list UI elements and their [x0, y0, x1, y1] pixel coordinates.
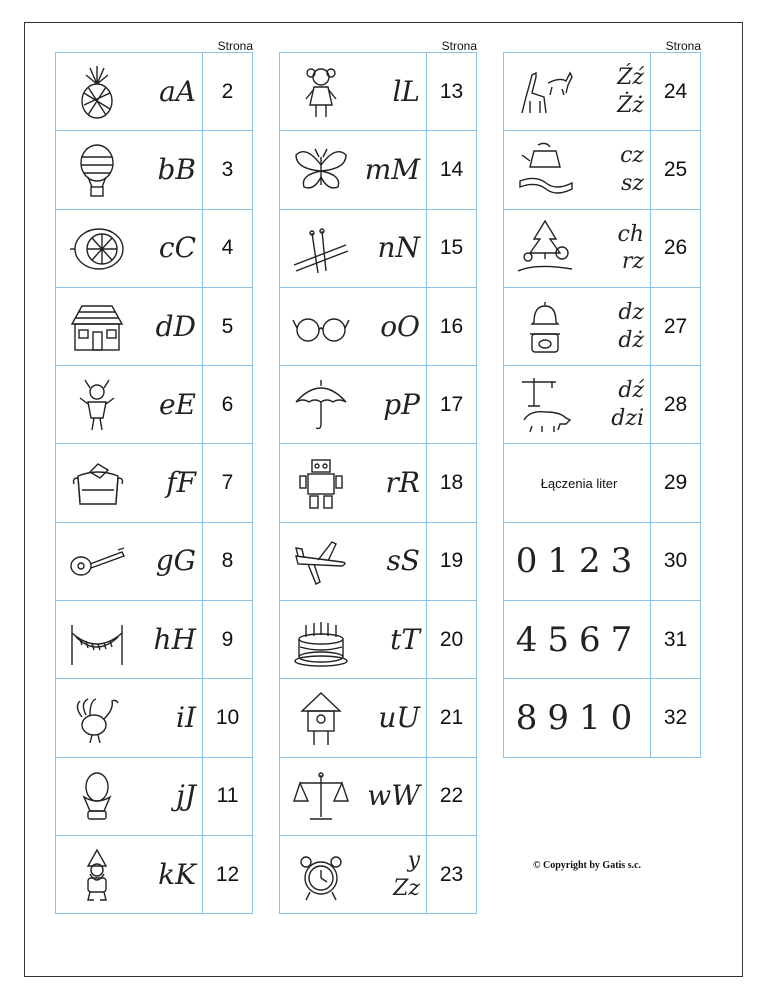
- letter-pair: Źź Żż: [617, 65, 644, 118]
- table-row: [280, 210, 476, 288]
- content-cell: [56, 679, 203, 756]
- doll-icon: [290, 61, 352, 123]
- letter-pair: tT: [390, 622, 420, 656]
- column-3: [503, 39, 701, 758]
- table-row: [280, 836, 476, 914]
- table-row: [504, 444, 700, 522]
- content-cell: [56, 523, 203, 600]
- content-cell: [504, 210, 651, 287]
- airplane-icon: [290, 530, 352, 592]
- page-number: 6: [221, 392, 234, 416]
- glasses-icon: [290, 296, 352, 358]
- page-number: 8: [221, 549, 234, 573]
- column-2: [279, 39, 477, 914]
- letter-pair: mM: [364, 152, 420, 186]
- content-cell: [56, 836, 203, 913]
- table-row: [56, 131, 252, 209]
- letter-pair: bB: [157, 152, 196, 186]
- table-row: [280, 131, 476, 209]
- letter-pair: dź dzi: [611, 378, 644, 431]
- armchair-icon: [66, 452, 128, 514]
- content-cell: [56, 758, 203, 835]
- letter-pair: pP: [383, 387, 420, 421]
- table-row: [504, 131, 700, 209]
- letter-joining-label: Łączenia liter: [540, 475, 618, 491]
- table-row: [280, 288, 476, 366]
- page-number: 9: [221, 627, 234, 651]
- content-cell: [56, 366, 203, 443]
- index-table: [279, 52, 477, 914]
- table-row: [280, 679, 476, 757]
- letter-pair: wW: [367, 779, 420, 813]
- content-cell: [280, 288, 427, 365]
- scales-icon: [290, 765, 352, 827]
- page-number: 32: [663, 706, 688, 730]
- table-row: [280, 444, 476, 522]
- page-number: 31: [663, 627, 688, 651]
- content-cell: [280, 444, 427, 521]
- skis-icon: [290, 217, 352, 279]
- tree-landscape-icon: [514, 217, 576, 279]
- page-number: 16: [439, 314, 464, 338]
- content-cell: [504, 53, 651, 130]
- table-row: [56, 366, 252, 444]
- house-icon: [66, 296, 128, 358]
- letter-pair: cC: [158, 231, 196, 265]
- lemon-slice-icon: [66, 217, 128, 279]
- content-cell: [56, 131, 203, 208]
- table-row: [56, 288, 252, 366]
- table-row: [56, 679, 252, 757]
- table-row: [280, 758, 476, 836]
- table-row: [504, 679, 700, 757]
- column-header-strona: Strona: [665, 39, 701, 53]
- digits-label: 4567: [515, 619, 643, 660]
- table-row: [504, 53, 700, 131]
- letter-pair: fF: [166, 466, 196, 500]
- letter-pair: sS: [386, 544, 420, 578]
- letter-pair: jJ: [176, 779, 196, 813]
- page-number: 23: [439, 862, 464, 886]
- content-cell: [280, 836, 427, 913]
- page-number: 25: [663, 157, 688, 181]
- content-cell: [280, 758, 427, 835]
- content-cell: [280, 601, 427, 678]
- page-number: 14: [439, 157, 464, 181]
- table-row: [280, 601, 476, 679]
- page-number: 29: [663, 471, 688, 495]
- butterfly-icon: [290, 139, 352, 201]
- page-number: 22: [439, 784, 464, 808]
- digits-label: 0123: [515, 541, 643, 582]
- pineapple-icon: [66, 61, 128, 123]
- horse-giraffe-icon: [514, 61, 576, 123]
- table-row: [280, 523, 476, 601]
- letter-pair: y Zz: [393, 848, 420, 901]
- letter-pair: uU: [378, 701, 420, 735]
- page-number: 19: [439, 549, 464, 573]
- letter-pair: cz sz: [620, 143, 644, 196]
- table-row: [504, 523, 700, 601]
- page-number: 5: [221, 314, 234, 338]
- letter-pair: eE: [158, 387, 196, 421]
- table-row: [56, 758, 252, 836]
- elf-icon: [66, 374, 128, 436]
- page-number: 24: [663, 79, 688, 103]
- content-cell: [504, 288, 651, 365]
- page-number: 21: [439, 706, 464, 730]
- birdhouse-icon: [290, 687, 352, 749]
- table-row: [504, 288, 700, 366]
- page-number: 28: [663, 392, 688, 416]
- table-row: [56, 53, 252, 131]
- column-1: [55, 39, 253, 914]
- page-number: 7: [221, 471, 234, 495]
- column-header-strona: Strona: [441, 39, 477, 53]
- letter-pair: dz dż: [618, 300, 644, 353]
- letter-pair: ch rz: [617, 221, 644, 275]
- letter-pair: iI: [175, 701, 196, 735]
- hammock-icon: [66, 609, 128, 671]
- table-row: [504, 210, 700, 288]
- letter-pair: nN: [377, 231, 420, 265]
- index-table: [503, 52, 701, 758]
- table-row: [504, 601, 700, 679]
- digits-label: 8910: [515, 698, 643, 739]
- column-header-strona: Strona: [217, 39, 253, 53]
- turkey-icon: [66, 687, 128, 749]
- page-number: 2: [221, 79, 234, 103]
- page-number: 26: [663, 236, 688, 260]
- kettle-scarf-icon: [514, 139, 576, 201]
- table-row: [280, 366, 476, 444]
- page-number: 17: [439, 392, 464, 416]
- letter-pair: oO: [380, 309, 420, 343]
- page-number: 13: [439, 79, 464, 103]
- table-row: [56, 444, 252, 522]
- letter-pair: hH: [153, 622, 196, 656]
- page-number: 30: [663, 549, 688, 573]
- page-number: 27: [663, 314, 688, 338]
- content-cell: [504, 601, 651, 678]
- table-row: [56, 836, 252, 914]
- content-cell: [280, 131, 427, 208]
- letter-pair: kK: [158, 857, 196, 891]
- table-row: [504, 366, 700, 444]
- page-number: 12: [215, 862, 240, 886]
- content-cell: [56, 444, 203, 521]
- letter-pair: gG: [155, 544, 196, 578]
- index-table: [55, 52, 253, 914]
- content-cell: [280, 210, 427, 287]
- crane-boar-icon: [514, 374, 576, 436]
- content-cell: [280, 679, 427, 756]
- table-row: [280, 53, 476, 131]
- cake-icon: [290, 609, 352, 671]
- umbrella-icon: [290, 374, 352, 436]
- page-number: 10: [215, 706, 240, 730]
- page-number: 18: [439, 471, 464, 495]
- content-cell: [280, 53, 427, 130]
- page-number: 20: [439, 627, 464, 651]
- content-cell: [56, 53, 203, 130]
- content-cell: [504, 366, 651, 443]
- egg-icon: [66, 765, 128, 827]
- page-number: 4: [221, 236, 234, 260]
- content-cell: [504, 679, 651, 756]
- content-cell: [56, 210, 203, 287]
- copyright-text: © Copyright by Gatis s.c.: [533, 860, 642, 871]
- content-cell: [504, 131, 651, 208]
- table-row: [56, 523, 252, 601]
- letter-pair: dD: [155, 309, 196, 343]
- guitar-icon: [66, 530, 128, 592]
- content-cell: [504, 523, 651, 600]
- page-number: 15: [439, 236, 464, 260]
- page-number: 3: [221, 157, 234, 181]
- letter-pair: rR: [385, 466, 420, 500]
- gnome-icon: [66, 844, 128, 906]
- alarm-clock-icon: [290, 844, 352, 906]
- table-row: [56, 210, 252, 288]
- content-cell: [280, 523, 427, 600]
- content-cell: [280, 366, 427, 443]
- robot-icon: [290, 452, 352, 514]
- content-cell: [504, 444, 651, 521]
- hot-air-balloon-icon: [66, 139, 128, 201]
- content-cell: [56, 601, 203, 678]
- letter-pair: aA: [159, 74, 196, 108]
- content-cell: [56, 288, 203, 365]
- letter-pair: lL: [392, 74, 420, 108]
- page-number: 11: [216, 784, 239, 808]
- bell-jar-icon: [514, 296, 576, 358]
- table-row: [56, 601, 252, 679]
